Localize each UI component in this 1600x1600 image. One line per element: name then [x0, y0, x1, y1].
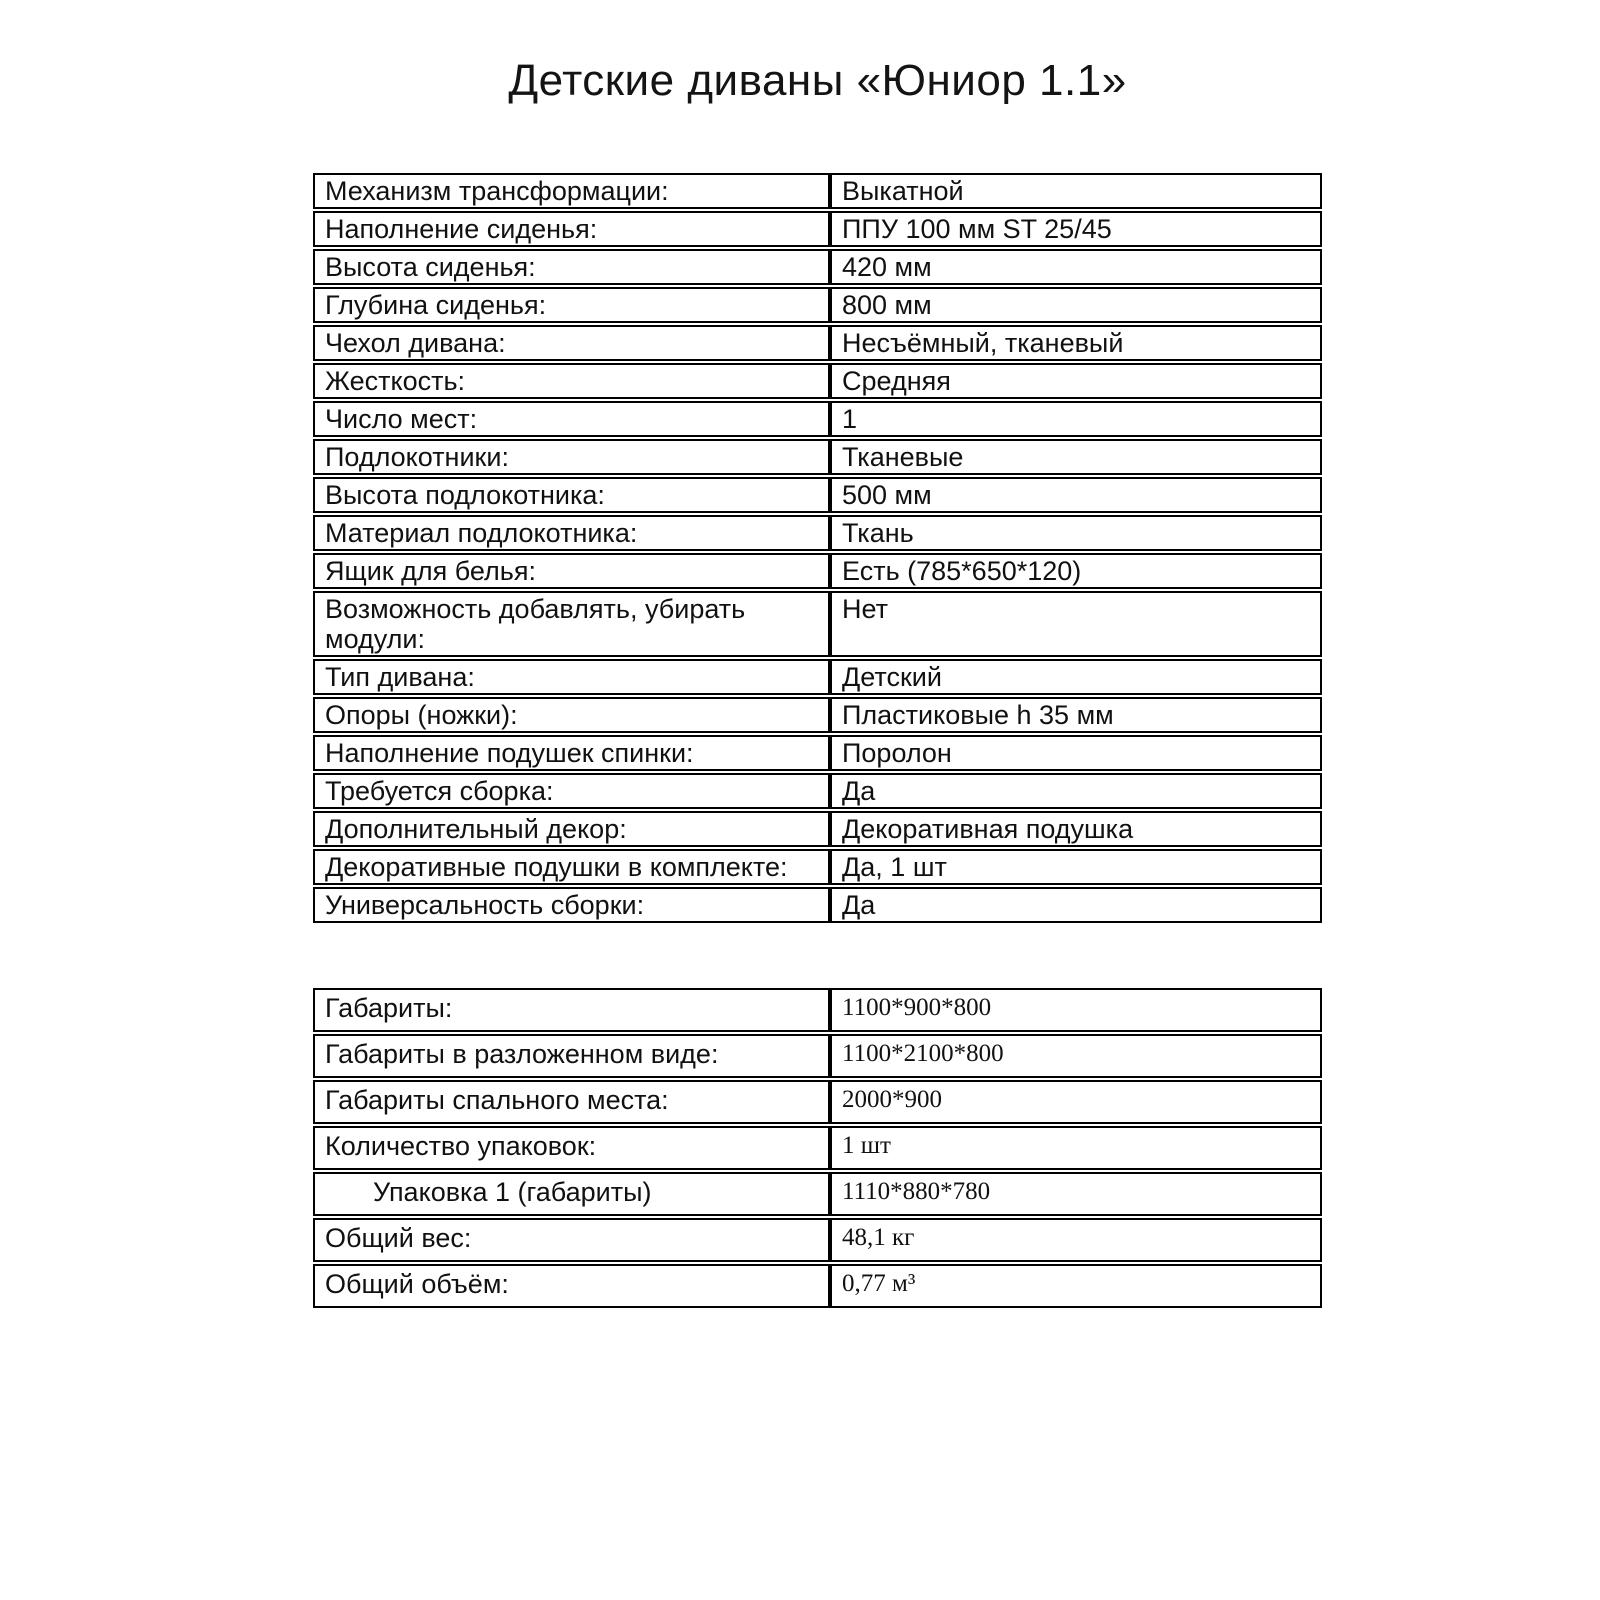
table-row — [313, 287, 1322, 323]
spec-label: Механизм трансформации: — [313, 173, 830, 209]
table-row — [313, 1126, 1322, 1170]
spec-label: Тип дивана: — [313, 659, 830, 695]
spec-label: Материал подлокотника: — [313, 515, 830, 551]
spec-label: Наполнение сиденья: — [313, 211, 830, 247]
table-row — [313, 325, 1322, 361]
spec-label: Общий вес: — [313, 1218, 830, 1262]
spec-value: Да, 1 шт — [830, 849, 1322, 885]
spec-label: Жесткость: — [313, 363, 830, 399]
table-row — [313, 515, 1322, 551]
spec-label: Габариты в разложенном виде: — [313, 1034, 830, 1078]
table-row — [313, 553, 1322, 589]
spec-label: Количество упаковок: — [313, 1126, 830, 1170]
spec-label: Универсальность сборки: — [313, 887, 830, 923]
spec-value: 1 шт — [830, 1126, 1322, 1170]
spec-value: Поролон — [830, 735, 1322, 771]
spec-label: Возможность добавлять, убирать модули: — [313, 591, 830, 657]
spec-label: Чехол дивана: — [313, 325, 830, 361]
spec-label: Габариты: — [313, 988, 830, 1032]
table-row — [313, 659, 1322, 695]
table-row — [313, 1218, 1322, 1262]
table-row — [313, 697, 1322, 733]
spec-label: Декоративные подушки в комплекте: — [313, 849, 830, 885]
spec-label: Общий объём: — [313, 1264, 830, 1308]
spec-value: 1110*880*780 — [830, 1172, 1322, 1216]
table-row — [313, 477, 1322, 513]
table-row — [313, 1034, 1322, 1078]
table-row — [313, 173, 1322, 209]
spec-value: Есть (785*650*120) — [830, 553, 1322, 589]
spec-value: 420 мм — [830, 249, 1322, 285]
table-row — [313, 1080, 1322, 1124]
spec-value: ППУ 100 мм ST 25/45 — [830, 211, 1322, 247]
spec-value: Тканевые — [830, 439, 1322, 475]
spec-value: Декоративная подушка — [830, 811, 1322, 847]
table-row — [313, 1172, 1322, 1216]
spec-label: Глубина сиденья: — [313, 287, 830, 323]
spec-label: Опоры (ножки): — [313, 697, 830, 733]
spec-label: Подлокотники: — [313, 439, 830, 475]
spec-label: Ящик для белья: — [313, 553, 830, 589]
table-row — [313, 591, 1322, 657]
spec-value: Да — [830, 887, 1322, 923]
table-row — [313, 811, 1322, 847]
spec-value: Пластиковые h 35 мм — [830, 697, 1322, 733]
spec-value: 800 мм — [830, 287, 1322, 323]
spec-value: 2000*900 — [830, 1080, 1322, 1124]
spec-label: Наполнение подушек спинки: — [313, 735, 830, 771]
table-row — [313, 249, 1322, 285]
spec-value: 48,1 кг — [830, 1218, 1322, 1262]
specifications-table — [313, 171, 1322, 925]
table-row — [313, 735, 1322, 771]
spec-value: Детский — [830, 659, 1322, 695]
spec-value: Несъёмный, тканевый — [830, 325, 1322, 361]
spec-value: Выкатной — [830, 173, 1322, 209]
table-row — [313, 988, 1322, 1032]
spec-value: Да — [830, 773, 1322, 809]
page-title: Детские диваны «Юниор 1.1» — [508, 56, 1127, 105]
spec-label: Габариты спального места: — [313, 1080, 830, 1124]
dimensions-table — [313, 986, 1322, 1310]
spec-label: Высота подлокотника: — [313, 477, 830, 513]
table-row — [313, 1264, 1322, 1308]
spec-value: 500 мм — [830, 477, 1322, 513]
spec-label: Упаковка 1 (габариты) — [313, 1172, 830, 1216]
table-row — [313, 363, 1322, 399]
table-row — [313, 211, 1322, 247]
table-row — [313, 887, 1322, 923]
table-row — [313, 401, 1322, 437]
spec-label: Число мест: — [313, 401, 830, 437]
spec-label: Дополнительный декор: — [313, 811, 830, 847]
spec-value: 1100*900*800 — [830, 988, 1322, 1032]
spec-value: 0,77 м³ — [830, 1264, 1322, 1308]
spec-value: Средняя — [830, 363, 1322, 399]
spec-label: Высота сиденья: — [313, 249, 830, 285]
spec-value: 1100*2100*800 — [830, 1034, 1322, 1078]
table-row — [313, 439, 1322, 475]
table-row — [313, 849, 1322, 885]
spec-value: Нет — [830, 591, 1322, 657]
spec-label: Требуется сборка: — [313, 773, 830, 809]
spec-value: Ткань — [830, 515, 1322, 551]
spec-value: 1 — [830, 401, 1322, 437]
table-row — [313, 773, 1322, 809]
